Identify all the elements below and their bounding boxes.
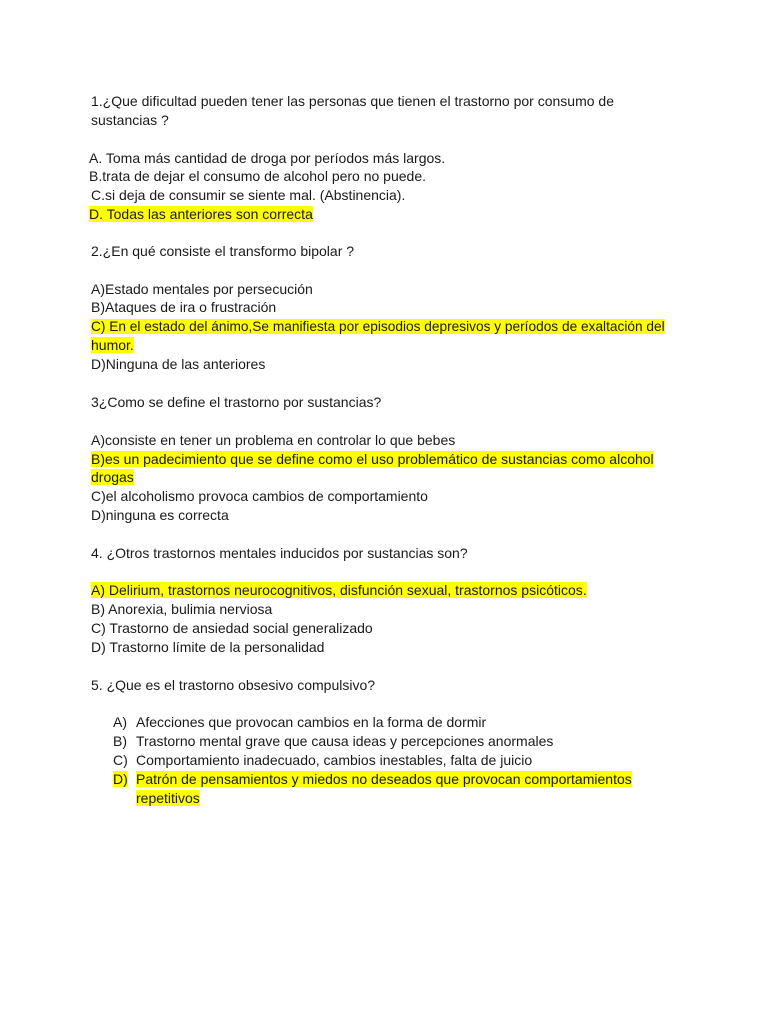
- q4-option-c: C) Trastorno de ansiedad social generalizado: [91, 620, 373, 636]
- q5-question: 5. ¿Que es el trastorno obsesivo compulsivo?: [91, 677, 376, 693]
- q5-option-a-text: Afecciones que provocan cambios en la forma de dormir: [136, 714, 487, 730]
- q1-question-line1: 1.¿Que dificultad pueden tener las personas que tienen el trastorno por consumo de: [91, 93, 614, 109]
- q5-option-c-text: Comportamiento inadecuado, cambios inestables, falta de juicio: [136, 752, 533, 768]
- q5-option-c-letter: C): [113, 752, 128, 768]
- q3-option-c: C)el alcoholismo provoca cambios de comportamiento: [91, 488, 428, 504]
- q4-question: 4. ¿Otros trastornos mentales inducidos por sustancias son?: [91, 545, 468, 561]
- q2-option-b: B)Ataques de ira o frustración: [91, 299, 277, 315]
- q2-option-c-line1: [91, 318, 665, 336]
- q5-option-d-text-line2: [136, 789, 200, 807]
- q5-option-d-highlight-1: Patrón de pensamientos y miedos no deseados que provocan comportamientos: [136, 771, 632, 787]
- q3-option-b-line1: [91, 450, 654, 468]
- q5-option-b-text: Trastorno mental grave que causa ideas y percepciones anormales: [136, 733, 554, 749]
- q4-option-b: B) Anorexia, bulimia nerviosa: [91, 601, 273, 617]
- q1-question-line2: sustancias ?: [91, 112, 169, 128]
- q5-option-a-letter: A): [113, 714, 127, 730]
- q1-option-a: A. Toma más cantidad de droga por períodos más largos.: [89, 150, 446, 166]
- q2-option-c-line2: [91, 336, 134, 354]
- q2-question: 2.¿En qué consiste el transformo bipolar ?: [91, 243, 355, 259]
- q1-option-d-highlight: D. Todas las anteriores son correcta: [89, 206, 313, 222]
- q5-option-b-letter: B): [113, 733, 127, 749]
- q3-option-b-highlight-2: drogas: [91, 469, 134, 485]
- q2-option-c-highlight-1: C) En el estado del ánimo,Se manifiesta por episodios depresivos y períodos de exaltación del: [91, 319, 665, 334]
- q4-option-d: D) Trastorno límite de la personalidad: [91, 639, 325, 655]
- q1-option-b: B.trata de dejar el consumo de alcohol pero no puede.: [89, 168, 427, 184]
- q3-option-b-highlight-1: B)es un padecimiento que se define como el uso problemático de sustancias como alcohol: [91, 451, 654, 467]
- q3-option-d: D)ninguna es correcta: [91, 507, 229, 523]
- q3-option-a: A)consiste en tener un problema en controlar lo que bebes: [91, 432, 456, 448]
- q3-option-b-line2: [91, 468, 134, 486]
- q2-option-c-highlight-2: humor.: [91, 337, 134, 353]
- q2-option-a: A)Estado mentales por persecución: [91, 281, 313, 297]
- q3-question: 3¿Como se define el trastorno por sustancias?: [91, 394, 382, 410]
- q5-option-d-highlight-2: repetitivos: [136, 790, 200, 806]
- q1-option-d: [89, 205, 313, 223]
- q4-option-a: [91, 581, 587, 599]
- q5-option-d-text-line1: [136, 770, 632, 788]
- q4-option-a-highlight: A) Delirium, trastornos neurocognitivos, disfunción sexual, trastornos psicóticos.: [91, 582, 587, 598]
- q5-option-d-letter-highlight: D): [113, 771, 128, 787]
- q5-option-d-letter: [113, 770, 128, 788]
- q1-option-c: C.si deja de consumir se siente mal. (Abstinencia).: [91, 187, 406, 203]
- q2-option-d: D)Ninguna de las anteriores: [91, 356, 266, 372]
